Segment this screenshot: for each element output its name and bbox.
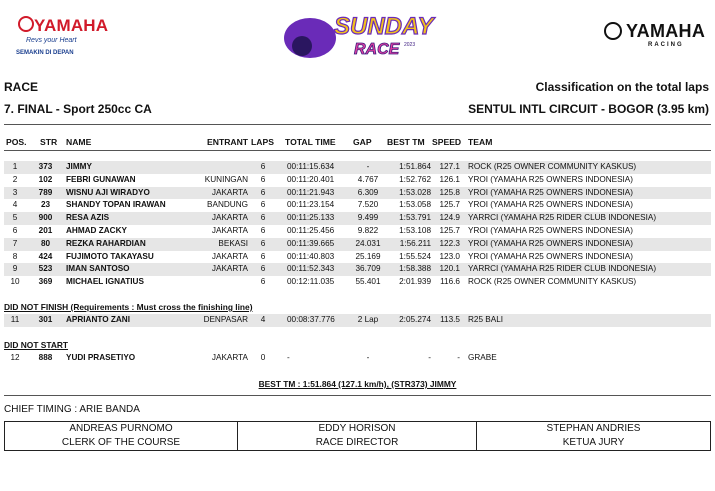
cell-name: YUDI PRASETIYO xyxy=(66,353,136,362)
cell-best-tm: 1:56.211 xyxy=(399,238,431,248)
cell-team: ROCK (R25 OWNER COMMUNITY KASKUS) xyxy=(468,162,637,171)
yamaha-logo xyxy=(14,12,109,58)
col-laps: LAPS xyxy=(251,137,274,147)
cell-pos: 5 xyxy=(12,213,18,223)
classification-title: Classification on the total laps xyxy=(535,80,709,94)
cell-total-time: 00:11:25.456 xyxy=(287,226,335,235)
divider xyxy=(4,395,711,396)
official-role: RACE DIRECTOR xyxy=(315,437,399,448)
col-gap: GAP xyxy=(353,137,372,147)
tuning-fork-icon xyxy=(18,16,34,32)
cell-team: YROI (YAMAHA R25 OWNERS INDONESIA) xyxy=(468,251,633,261)
cell-best-tm: 1:52.762 xyxy=(399,174,431,184)
cell-name: IMAN SANTOSO xyxy=(66,264,130,274)
table-row xyxy=(4,276,711,289)
cell-name: FEBRI GUNAWAN xyxy=(66,174,136,184)
cell-gap: 6.309 xyxy=(357,187,379,197)
cell-total-time: 00:11:52.343 xyxy=(287,264,335,274)
cell-speed: - xyxy=(457,353,460,362)
yamaha-logo-subtagline: SEMAKIN DI DEPAN xyxy=(16,50,74,56)
dnf-title: DID NOT FINISH (Requirements : Must cross the finishing line) xyxy=(4,302,253,312)
cell-speed: 127.1 xyxy=(439,162,460,171)
cell-entrant: JAKARTA xyxy=(211,187,248,197)
class-name: 7. FINAL - Sport 250cc CA xyxy=(4,102,152,116)
tuning-fork-icon xyxy=(604,22,622,40)
cell-best-tm: 1:55.524 xyxy=(399,251,431,261)
sunday-race-logo xyxy=(272,2,442,66)
cell-speed: 122.3 xyxy=(439,238,460,248)
cell-gap: 2 Lap xyxy=(357,315,379,324)
cell-total-time: 00:11:23.154 xyxy=(287,200,335,210)
yamaha-racing-logo xyxy=(604,20,704,50)
cell-total-time: 00:11:20.401 xyxy=(287,174,335,184)
cell-str: 789 xyxy=(38,187,53,197)
cell-best-tm: - xyxy=(428,353,431,362)
table-row xyxy=(4,212,711,225)
cell-best-tm: 2:05.274 xyxy=(399,315,431,324)
event-logo-line1: SUNDAY xyxy=(334,13,434,40)
cell-team: YROI (YAMAHA R25 OWNERS INDONESIA) xyxy=(468,200,633,210)
col-name: NAME xyxy=(66,137,92,147)
cell-best-tm: 1:51.864 xyxy=(399,162,431,171)
cell-name: APRIANTO ZANI xyxy=(66,315,130,324)
table-row xyxy=(4,199,711,212)
cell-total-time: 00:11:39.665 xyxy=(287,238,335,248)
cell-entrant: JAKARTA xyxy=(211,264,248,274)
cell-laps: 6 xyxy=(260,187,266,197)
cell-speed: 125.7 xyxy=(439,200,460,210)
cell-name: REZKA RAHARDIAN xyxy=(66,238,146,248)
event-logo-year: 2023 xyxy=(404,42,416,48)
cell-team: R25 BALI xyxy=(468,315,504,324)
cell-entrant: JAKARTA xyxy=(211,226,248,235)
cell-gap: 25.169 xyxy=(355,251,381,261)
cell-gap: - xyxy=(366,353,370,362)
cell-speed: 125.8 xyxy=(439,187,460,197)
cell-gap: 55.401 xyxy=(355,277,381,287)
cell-str: 102 xyxy=(38,174,53,184)
cell-name: MICHAEL IGNATIUS xyxy=(66,277,144,287)
cell-total-time: 00:08:37.776 xyxy=(287,315,335,324)
cell-str: 424 xyxy=(38,251,53,261)
cell-pos: 4 xyxy=(12,200,18,210)
cell-laps: 6 xyxy=(260,174,266,184)
table-row xyxy=(4,263,711,276)
cell-team: YROI (YAMAHA R25 OWNERS INDONESIA) xyxy=(468,238,633,248)
cell-entrant: JAKARTA xyxy=(211,251,248,261)
cell-str: 900 xyxy=(38,213,53,223)
cell-team: YARRCI (YAMAHA R25 RIDER CLUB INDONESIA) xyxy=(468,213,657,223)
cell-laps: 6 xyxy=(260,251,266,261)
col-pos: POS. xyxy=(6,137,27,147)
cell-str: 369 xyxy=(38,277,53,287)
cell-team: YROI (YAMAHA R25 OWNERS INDONESIA) xyxy=(468,187,633,197)
cell-pos: 9 xyxy=(12,264,18,274)
cell-team: YARRCI (YAMAHA R25 RIDER CLUB INDONESIA) xyxy=(468,264,657,274)
best-time-summary: BEST TM : 1:51.864 (127.1 km/h), (STR373) JIMMY xyxy=(258,379,457,389)
race-label: RACE xyxy=(4,80,39,94)
yamaha-racing-brand: YAMAHA xyxy=(626,21,706,41)
cell-total-time: 00:11:21.943 xyxy=(287,187,335,197)
col-speed: SPEED xyxy=(432,137,462,147)
cell-speed: 120.1 xyxy=(439,264,460,274)
cell-gap: 9.822 xyxy=(357,226,379,235)
divider xyxy=(4,150,711,151)
cell-best-tm: 2:01.939 xyxy=(399,277,431,287)
cell-total-time: 00:12:11.035 xyxy=(287,277,335,287)
cell-best-tm: 1:58.388 xyxy=(399,264,431,274)
table-row xyxy=(4,314,711,327)
cell-pos: 8 xyxy=(12,251,18,261)
col-entrant: ENTRANT xyxy=(207,137,249,147)
cell-str: 301 xyxy=(38,315,53,324)
cell-total-time: 00:11:25.133 xyxy=(287,213,335,223)
official-name: ANDREAS PURNOMO xyxy=(69,423,173,434)
cell-best-tm: 1:53.791 xyxy=(399,213,431,223)
cell-pos: 11 xyxy=(10,315,20,324)
cell-speed: 125.7 xyxy=(439,226,460,235)
official-role: CLERK OF THE COURSE xyxy=(61,437,181,448)
cell-total-time: 00:11:15.634 xyxy=(287,162,335,171)
cell-name: RESA AZIS xyxy=(66,213,110,223)
cell-team: GRABE xyxy=(468,353,497,362)
cell-best-tm: 1:53.108 xyxy=(399,226,431,235)
cell-name: FUJIMOTO TAKAYASU xyxy=(66,251,154,261)
cell-gap: 7.520 xyxy=(357,200,379,210)
cell-laps: 6 xyxy=(260,200,266,210)
table-row xyxy=(4,251,711,264)
cell-laps: 0 xyxy=(260,353,266,362)
yamaha-logo-tagline: Revs your Heart xyxy=(26,37,77,44)
cell-name: SHANDY TOPAN IRAWAN xyxy=(66,200,166,210)
table-row xyxy=(4,161,711,174)
official-box xyxy=(476,421,711,451)
cell-entrant: DENPASAR xyxy=(203,315,248,324)
cell-laps: 6 xyxy=(260,213,266,223)
circuit-name: SENTUL INTL CIRCUIT - BOGOR (3.95 km) xyxy=(468,102,709,116)
cell-str: 888 xyxy=(38,353,53,362)
chief-timing: CHIEF TIMING : ARIE BANDA xyxy=(4,404,140,415)
col-best-tm: BEST TM xyxy=(387,137,425,147)
yamaha-racing-sub: RACING xyxy=(648,42,684,48)
cell-speed: 116.6 xyxy=(440,277,460,287)
official-box xyxy=(4,421,238,451)
cell-speed: 123.0 xyxy=(439,251,460,261)
cell-str: 523 xyxy=(38,264,53,274)
cell-name: WISNU AJI WIRADYO xyxy=(66,187,150,197)
cell-entrant: JAKARTA xyxy=(211,213,248,223)
cell-laps: 6 xyxy=(260,162,266,171)
official-role: KETUA JURY xyxy=(562,437,625,448)
cell-str: 201 xyxy=(38,226,53,235)
cell-team: ROCK (R25 OWNER COMMUNITY KASKUS) xyxy=(468,277,637,287)
col-str: STR xyxy=(40,137,58,147)
cell-gap: 9.499 xyxy=(357,213,379,223)
cell-laps: 6 xyxy=(260,277,266,287)
table-row xyxy=(4,238,711,251)
official-box xyxy=(237,421,477,451)
yamaha-logo-brand: YAMAHA xyxy=(34,16,109,35)
cell-pos: 3 xyxy=(12,187,18,197)
cell-pos: 6 xyxy=(12,226,18,235)
cell-gap: 4.767 xyxy=(357,174,379,184)
cell-gap: 24.031 xyxy=(355,238,381,248)
cell-team: YROI (YAMAHA R25 OWNERS INDONESIA) xyxy=(468,226,633,235)
official-name: EDDY HORISON xyxy=(318,423,396,434)
col-total-time: TOTAL TIME xyxy=(285,137,336,147)
table-row xyxy=(4,174,711,187)
cell-speed: 113.5 xyxy=(440,315,460,324)
cell-laps: 6 xyxy=(260,238,266,248)
cell-entrant: BANDUNG xyxy=(207,200,248,210)
cell-best-tm: 1:53.028 xyxy=(399,187,431,197)
cell-str: 80 xyxy=(40,238,51,248)
cell-str: 23 xyxy=(40,200,51,210)
divider xyxy=(4,124,711,125)
cell-entrant: BEKASI xyxy=(218,238,248,248)
cell-gap: 36.709 xyxy=(355,264,381,274)
cell-pos: 7 xyxy=(12,238,18,248)
cell-team: YROI (YAMAHA R25 OWNERS INDONESIA) xyxy=(468,174,633,184)
cell-speed: 124.9 xyxy=(439,213,460,223)
cell-gap: - xyxy=(366,162,370,171)
event-logo-line2: RACE xyxy=(354,41,400,58)
cell-pos: 2 xyxy=(12,174,18,184)
cell-name: AHMAD ZACKY xyxy=(66,226,127,235)
cell-total-time: - xyxy=(287,353,290,362)
official-name: STEPHAN ANDRIES xyxy=(546,423,641,434)
cell-total-time: 00:11:40.803 xyxy=(287,251,335,261)
col-team: TEAM xyxy=(468,137,493,147)
dns-title: DID NOT START xyxy=(4,340,69,350)
cell-name: JIMMY xyxy=(66,162,92,171)
cell-laps: 4 xyxy=(260,315,266,324)
cell-best-tm: 1:53.058 xyxy=(399,200,431,210)
cell-speed: 126.1 xyxy=(439,174,460,184)
cell-entrant: KUNINGAN xyxy=(204,174,248,184)
cell-pos: 12 xyxy=(10,353,20,362)
cell-pos: 1 xyxy=(12,162,18,171)
cell-laps: 6 xyxy=(260,226,266,235)
table-row xyxy=(4,187,711,200)
cell-entrant: JAKARTA xyxy=(211,353,248,362)
cell-str: 373 xyxy=(38,162,53,171)
cell-laps: 6 xyxy=(260,264,266,274)
cell-pos: 10 xyxy=(10,277,20,287)
table-row xyxy=(4,352,711,365)
table-row xyxy=(4,225,711,238)
